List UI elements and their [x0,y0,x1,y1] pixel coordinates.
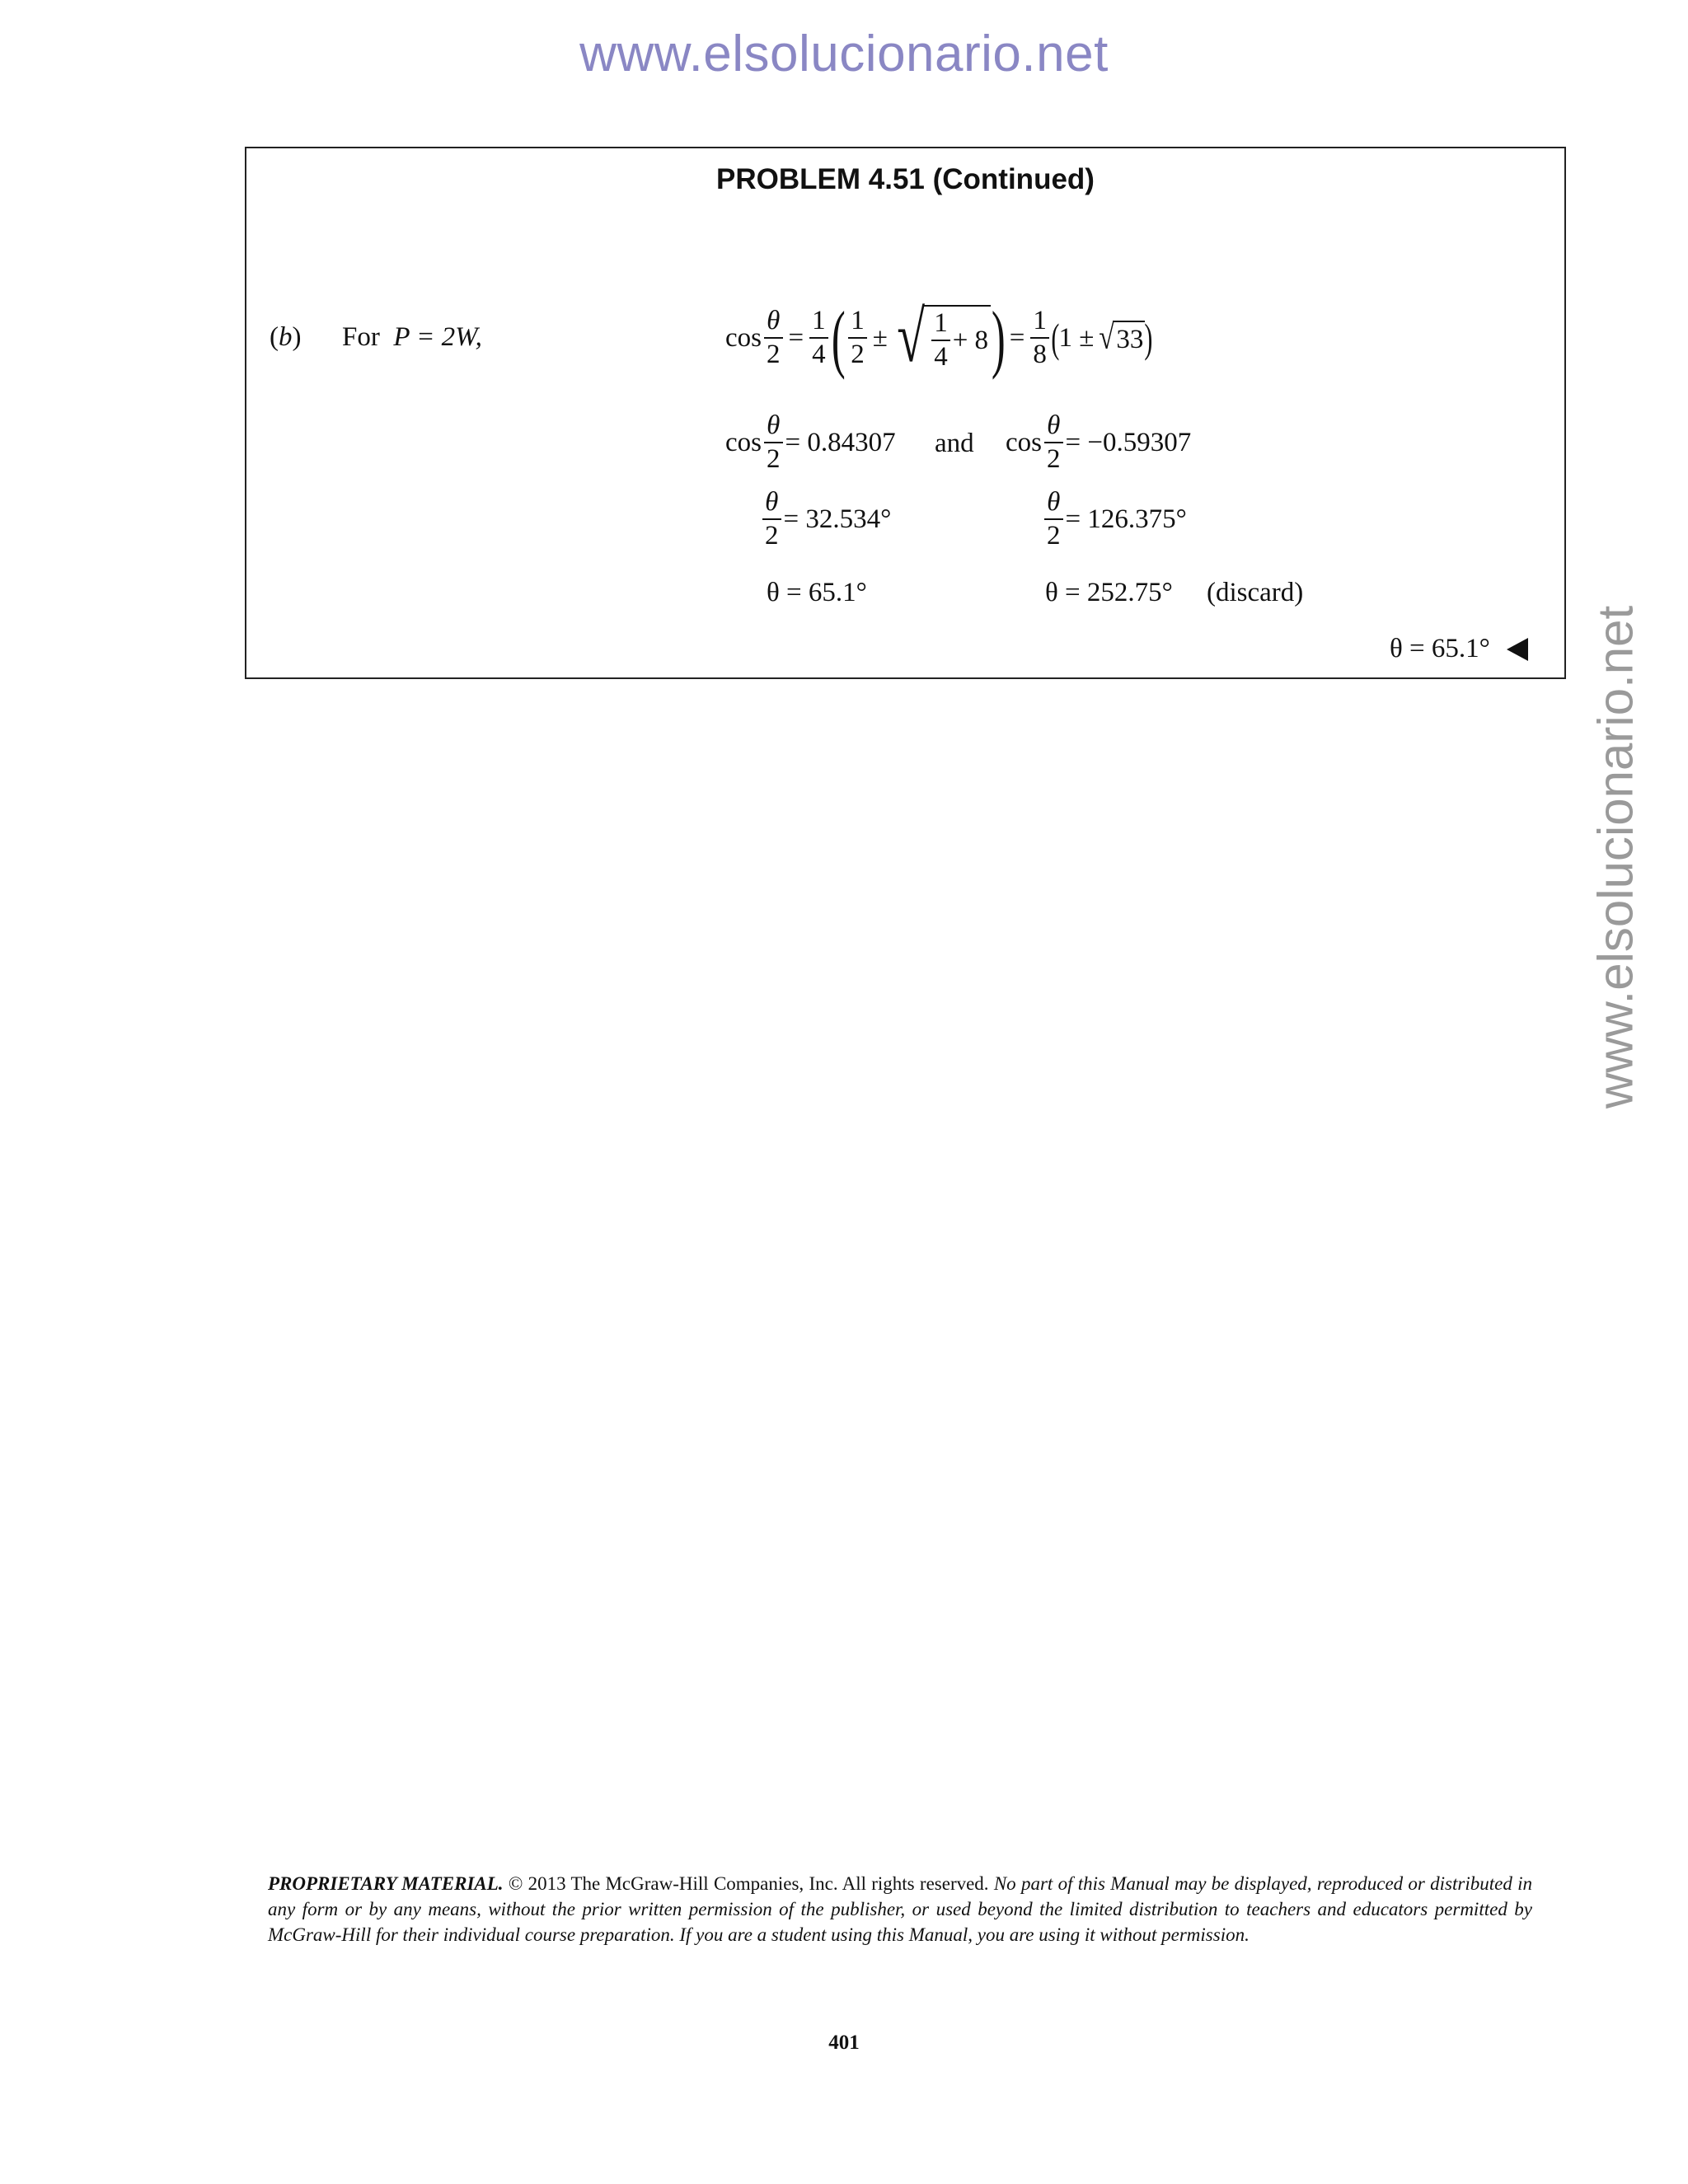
row-cos-values-right: cos $\frac{\theta}{2}$ = −0.59307 [1006,410,1192,474]
part-label: (b) [270,322,302,352]
copyright-notice [268,1871,1532,1947]
notice-text: No part of this Manual may be displayed, reproduced or distributed in any form or by any means, without the prior written permission of the publisher, or used beyond the limited distribution to teachers and educators permitted by McGraw-Hill for their individual course preparation. If you are a student using this Manual, you are using it without permission. [268,1873,1532,1945]
equation-cos-half-theta: cos $\frac{\theta}{2}$ = $\frac{1}{4}$ ( $\frac{1}{2}$ ± √ $\frac{1}{4}$ + 8 ) = $\frac{1}{8}$ ( 1 ± √ 33 ) [725,296,1153,380]
discard-note: (discard) [1207,578,1304,607]
answer-marker-icon [1507,638,1528,661]
condition-expression: P = 2W, [393,322,482,352]
row-half-angle-left: $\frac{\theta}{2}$ = 32.534° [760,486,891,552]
row-half-angle-right: $\frac{\theta}{2}$ = 126.375° [1042,486,1187,552]
row-cos-values-left: cos $\frac{\theta}{2}$ = 0.84307 [725,410,896,474]
problem-box [245,147,1566,679]
theta-left-result: θ = 65.1° [767,578,867,607]
page-number: 401 [828,2032,860,2054]
part-letter: b [279,322,293,352]
for-text: For [342,322,380,352]
one-eighth: $\frac{1}{8}$ [1030,307,1049,368]
copyright-text: © 2013 The McGraw-Hill Companies, Inc. All rights reserved. [508,1873,989,1894]
problem-heading: PROBLEM 4.51 (Continued) [716,163,1095,195]
one-half: $\frac{1}{2}$ [848,307,867,368]
paren-left: ( [831,296,846,380]
sqrt-33: √ 33 [1099,319,1144,357]
condition [342,324,482,351]
one-quarter-inner: $\frac{1}{4}$ [931,310,950,371]
watermark-top: www.elsolucionario.net [579,26,1109,82]
watermark-side-text: www.elsolucionario.net [1587,605,1643,1109]
and-text: and [935,429,974,458]
sqrt-expression: √ $\frac{1}{4}$ + 8 [891,305,991,371]
theta-over-2: $\frac{\theta}{2}$ [764,307,783,368]
final-answer-text: θ = 65.1° [1390,634,1490,663]
proprietary-label: PROPRIETARY MATERIAL. [268,1873,504,1894]
one-quarter: $\frac{1}{4}$ [809,307,828,368]
cos-func: cos [725,322,762,353]
final-answer [1390,635,1528,663]
paren-right: ) [991,296,1006,380]
theta-right-result: θ = 252.75° [1045,578,1173,607]
